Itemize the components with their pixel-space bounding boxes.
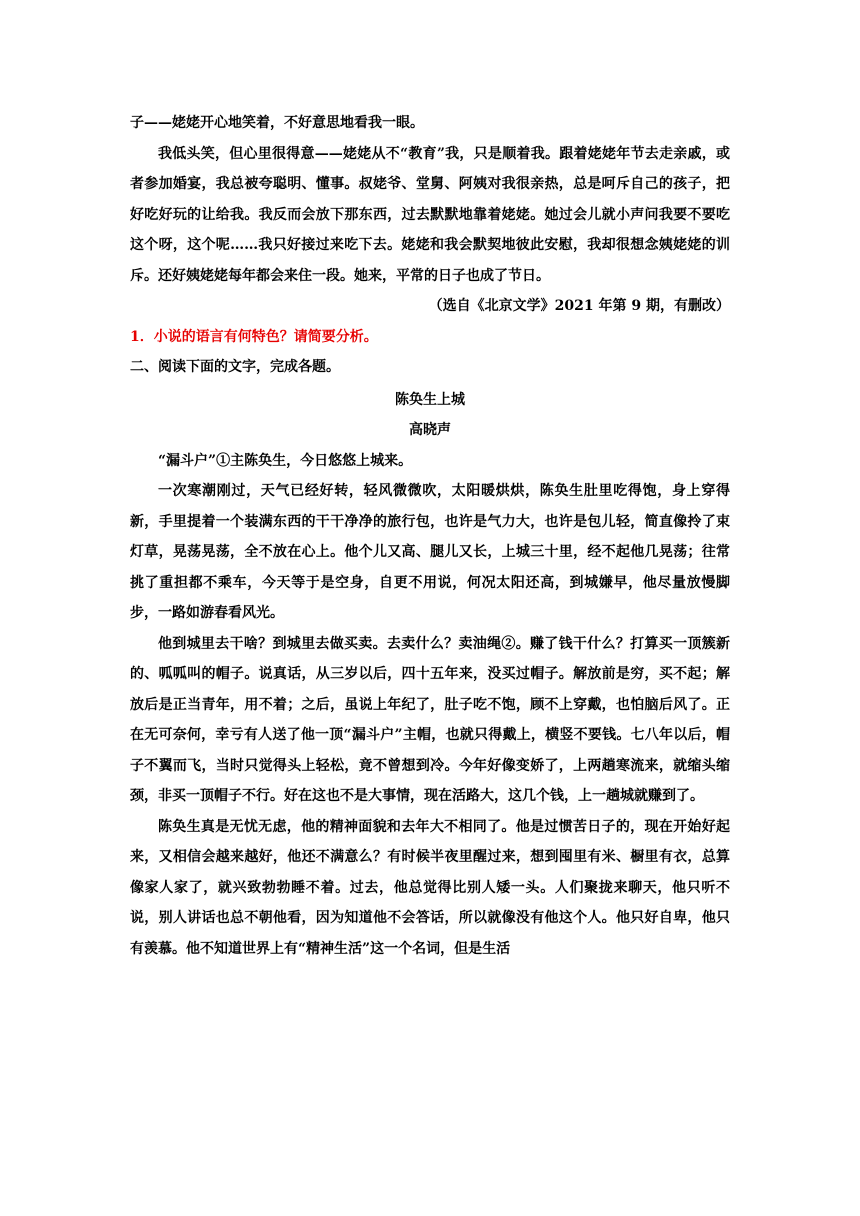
passage1-paragraph-end: 子——姥姥开心地笑着，不好意思地看我一眼。 xyxy=(130,115,424,131)
passage2-paragraph: 他到城里去干啥？到城里去做买卖。去卖什么？卖油绳②。赚了钱干什么？打算买一顶簇新的、呱呱叫的帽子。说真话，从三岁以后，四十五年来，没买过帽子。解放前是穷，买不起；解放后是正当青年，用不着；之后，虽说上年纪了，肚子吃不饱，顾不上穿戴，也怕脑后风了。正在无可奈何，幸亏有人送了他一顶“漏斗户”主帽，也就只得戴上，横竖不要钱。七八年以后，帽子不翼而飞，当时只觉得头上轻松，竟不曾想到冷。今年好像变娇了，上两趟寒流来，就缩头缩颈，非买一顶帽子不行。好在这也不是大事情，现在活路大，这几个钱，上一趟城就赚到了。 xyxy=(130,635,730,804)
passage2-paragraph: 一次寒潮刚过，天气已经好转，轻风微微吹，太阳暖烘烘，陈奂生肚里吃得饱，身上穿得新，手里提着一个装满东西的干干净净的旅行包，也许是气力大，也许是包儿轻，简直像拎了束灯草，晃荡晃荡，全不放在心上。他个儿又高、腿儿又长，上城三十里，经不起他几晃荡；往常挑了重担都不乘车，今天等于是空身，自更不用说，何况太阳还高，到城嫌早，他尽量放慢脚步，一路如游春看风光。 xyxy=(130,483,730,621)
passage2-author: 高晓声 xyxy=(409,422,451,438)
passage2-title: 陈奂生上城 xyxy=(395,391,465,408)
passage2-paragraph: “漏斗户”①主陈奂生，今日悠悠上城来。 xyxy=(158,452,413,469)
source-citation: （选自《北京文学》2021 年第 9 期，有删改） xyxy=(428,298,730,314)
document-page xyxy=(130,108,730,964)
passage1-paragraph-last: 我低头笑，但心里很得意——姥姥从不“教育”我，只是顺着我。跟着姥姥年节去走亲戚，或者参加婚宴，我总被夸聪明、懂事。叔姥爷、堂舅、阿姨对我很亲热，总是呵斥自己的孩子，把好吃好玩的让给我。我反而会放下那东西，过去默默地靠着姥姥。她过会儿就小声问我要不要吃这个呀，这个呢……我只好接过来吃下去。姥姥和我会默契地彼此安慰，我却很想念姨姥姥的训斥。还好姨姥姥每年都会来住一段。她来，平常的日子也成了节日。 xyxy=(130,145,730,284)
question-1: 1．小说的语言有何特色？请简要分析。 xyxy=(130,328,378,345)
section-2-heading: 二、阅读下面的文字，完成各题。 xyxy=(130,359,340,375)
passage2-paragraph: 陈奂生真是无忧无虑，他的精神面貌和去年大不相同了。他是过惯苦日子的，现在开始好起来，又相信会越来越好，他还不满意么？有时候半夜里醒过来，想到囤里有米、橱里有衣，总算像家人家了，就兴致勃勃睡不着。过去，他总觉得比别人矮一头。人们聚拢来聊天，他只听不说，别人讲话也总不朝他看，因为知道他不会答话，所以就像没有他这个人。他只好自卑，他只有羡慕。他不知道世界上有“精神生活”这一个名词，但是生活 xyxy=(130,818,730,957)
